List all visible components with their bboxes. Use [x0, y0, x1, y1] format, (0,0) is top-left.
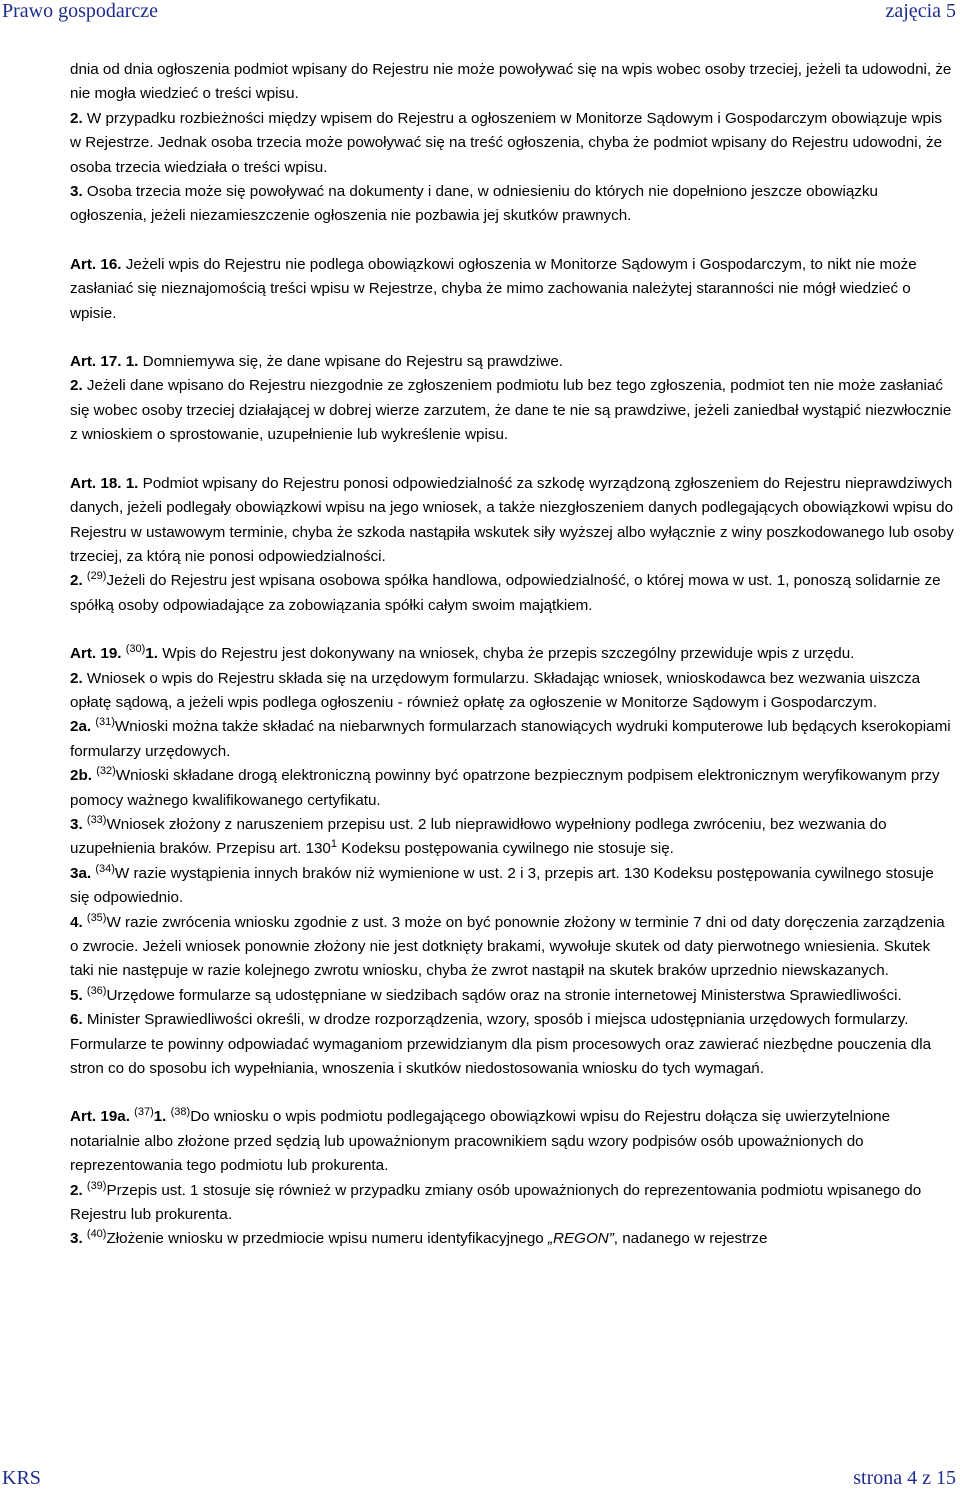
art19-para-3: 3. $^{(33)}$Wniosek złożony z naruszeniem przepisu ust. 2 lub nieprawidłowo wypełniony podlega zwróceniu, bez wezwania do uzupełnienia braków. Przepisu art. $130^1$ Kodeksu postępowania cywilnego nie stosuje się. — [70, 813, 887, 858]
article-heading: Art. 16. — [70, 255, 122, 273]
footnote-ref: (35) — [86, 911, 107, 924]
footnote-ref: (30) — [125, 643, 146, 656]
art19a-para-3: 3. $^{(40)}$Złożenie wniosku w przedmiocie wpisu numeru identyfikacyjnego „REGON”, nadanego w rejestrze — [70, 1228, 768, 1248]
header-title: Prawo gospodarcze — [2, 0, 159, 22]
art19-para-5: 5. $^{(36)}$Urzędowe formularze są udostępniane w siedzibach sądów oraz na stronie internetowej Ministerstwa Sprawiedliwości. — [70, 984, 902, 1004]
article-heading: Art. 17. 1. — [70, 353, 139, 371]
art18-para-1: Art. 18. 1. Podmiot wpisany do Rejestru ponosi odpowiedzialność za szkodę wyrządzoną zgłoszeniem do Rejestru nieprawdziwych danych, jeżeli podlegały obowiązkowi wpisu na jego wniosek, a także niezgłoszeniem danych podlegających obowiązkowi wpisu do Rejestru w ustawowym terminie, chyba że szkoda nastąpiła wskutek siły wyższej albo wyłącznie z winy poszkodowanego lub osoby trzeciej, za którą nie ponosi odpowiedzialności. — [70, 474, 954, 565]
art15-para-1: dnia od dnia ogłoszenia podmiot wpisany do Rejestru nie może powoływać się na wpis wobec osoby trzeciej, jeżeli ta udowodni, że nie mogła wiedzieć o treści wpisu. — [70, 61, 952, 103]
art17-para-1: Art. 17. 1. Domniemywa się, że dane wpisane do Rejestru są prawdziwe. — [70, 353, 563, 371]
footnote-ref: (37) — [134, 1106, 154, 1119]
art15-para-3: 3. Osoba trzecia może się powoływać na dokumenty i dane, w odniesieniu do których nie dopełniono jeszcze obowiązku ogłoszenia, jeżeli niezamieszczenie ogłoszenia nie pozbawia jej skutków prawnych. — [70, 183, 878, 225]
page-footer — [0, 1467, 960, 1493]
art19-para-4: 4. $^{(35)}$W razie zwrócenia wniosku zgodnie z ust. 3 może on być ponownie złożony w terminie 7 dni od daty doręczenia zarządzenia o zwrocie. Jeżeli wniosek ponownie złożony nie jest dotknięty brakami, wywołuje skutek od daty pierwotnego wniesienia. Skutek taki nie następuje w razie kolejnego zwrotu wniosku, chyba że zwrot nastąpił na skutek braków uprzednio niewskazanych. — [70, 911, 945, 980]
art19-para-1: Art. 19. $^{(30)}$1. Wpis do Rejestru jest dokonywany na wniosek, chyba że przepis szczególny przewiduje wpis z urzędu. — [70, 643, 855, 663]
footnote-ref: (36) — [86, 984, 107, 997]
art19a-para-1: Art. 19a. $^{(37)}$1. $^{(38)}$Do wniosku o wpis podmiotu podlegającego obowiązkowi wpisu do Rejestru dołącza się uwierzytelnione notarialnie albo złożone przed sędzią lub upoważnionym pracownikiem sądu wzory podpisów osób upoważnionych do reprezentowania tego podmiotu lub prokurenta. — [70, 1106, 891, 1175]
document-body — [35, 58, 955, 1252]
footnote-ref: (38) — [170, 1106, 191, 1119]
art19a-para-2: 2. $^{(39)}$Przepis ust. 1 stosuje się również w przypadku zmiany osób upoważnionych do reprezentowania podmiotu wpisanego do Rejestru lub prokurenta. — [70, 1179, 922, 1224]
footnote-ref: (33) — [86, 813, 107, 826]
art18-para-2: 2. $^{(29)}$Jeżeli do Rejestru jest wpisana osobowa spółka handlowa, odpowiedzialność, o której mowa w ust. 1, ponoszą solidarnie ze spółką osoby odpowiadające za zobowiązania spółki całym swoim majątkiem. — [70, 570, 941, 614]
footnote-ref: (39) — [86, 1179, 107, 1192]
page-number: strona 4 z 15 — [853, 1467, 956, 1489]
article-heading: Art. 19. — [70, 645, 122, 663]
art17-para-2: 2. Jeżeli dane wpisano do Rejestru niezgodnie ze zgłoszeniem podmiotu lub bez tego zgłoszenia, podmiot ten nie może zasłaniać się wobec osoby trzeciej działającej w dobrej wierze zarzutem, że dane te nie są prawdziwe, jeżeli zaniedbał wystąpić niezwłocznie z wnioskiem o sprostowanie, uzupełnienie lub wykreślenie wpisu. — [70, 377, 952, 444]
art19-para-2b: 2b. $^{(32)}$Wnioski składane drogą elektroniczną powinny być opatrzone bezpiecznym podpisem elektronicznym weryfikowanym przy pomocy ważnego kwalifikowanego certyfikatu. — [70, 765, 940, 809]
art19-para-2: 2. Wniosek o wpis do Rejestru składa się na urzędowym formularzu. Składając wniosek, wnioskodawca bez wezwania uiszcza opłatę sądową, a jeżeli wpis podlega ogłoszeniu - również opłatę za ogłoszenie w Monitorze Sądowym i Gospodarczym. — [70, 669, 921, 711]
art16-para: Art. 16. Jeżeli wpis do Rejestru nie podlega obowiązkowi ogłoszenia w Monitorze Sądowym i Gospodarczym, to nikt nie może zasłaniać się nieznajomością treści wpisu w Rejestrze, chyba że mimo zachowania należytej staranności nie mógł wiedzieć o wpisie. — [70, 255, 917, 322]
footnote-ref: (32) — [96, 765, 116, 778]
footnote-ref: (29) — [86, 570, 107, 583]
header-session: zajęcia 5 — [885, 0, 956, 22]
footer-label: KRS — [2, 1467, 41, 1489]
art15-para-2: 2. W przypadku rozbieżności między wpisem do Rejestru a ogłoszeniem w Monitorze Sądowym i Gospodarczym obowiązuje wpis w Rejestrze. Jednak osoba trzecia może powoływać się na treść ogłoszenia, chyba że podmiot wpisany do Rejestru udowodni, że osoba trzecia wiedziała o treści wpisu. — [70, 109, 943, 176]
footnote-ref: (31) — [95, 716, 115, 729]
art19-para-3a: 3a. $^{(34)}$W razie wystąpienia innych braków niż wymienione w ust. 2 i 3, przepis art. 130 Kodeksu postępowania cywilnego stosuje się odpowiednio. — [70, 862, 934, 907]
art19-para-6: 6. Minister Sprawiedliwości określi, w drodze rozporządzenia, wzory, sposób i miejsca udostępniania urzędowych formularzy. Formularze te powinny odpowiadać wymaganiom przewidzianym dla pism procesowych oraz zawierać niezbędne pouczenia dla stron co do sposobu ich wypełniania, wnoszenia i skutków niedostosowania wniosku do tych wymagań. — [70, 1011, 932, 1078]
art19-para-2a: 2a. $^{(31)}$Wnioski można także składać na niebarwnych formularzach stanowiących wydruki komputerowe lub będących kserokopiami formularzy urzędowych. — [70, 716, 951, 760]
footnote-ref: (40) — [86, 1228, 107, 1241]
article-heading: Art. 18. 1. — [70, 474, 139, 492]
footnote-ref: (34) — [95, 862, 115, 875]
article-heading: Art. 19a. — [70, 1108, 130, 1126]
page-header — [0, 0, 960, 26]
